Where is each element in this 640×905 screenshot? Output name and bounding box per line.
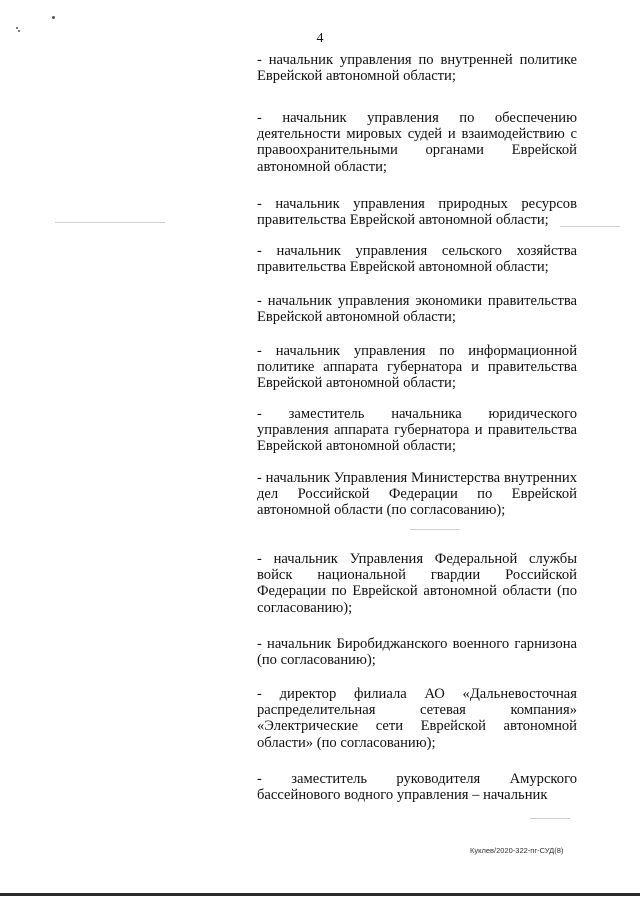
list-item: - начальник Управления Министерства внутренних дел Российской Федерации по Еврейской автономной области (по согласованию); <box>257 470 577 519</box>
list-item: - заместитель начальника юридического управления аппарата губернатора и правительства Еврейской автономной области; <box>257 406 577 455</box>
list-item: - начальник управления по внутренней политике Еврейской автономной области; <box>257 52 577 85</box>
bottom-scan-edge <box>0 893 640 896</box>
document-code: Куклев/2020-322-пг-СУД(8) <box>470 846 564 855</box>
scan-speck <box>52 16 55 19</box>
list-item: - начальник управления природных ресурсов правительства Еврейской автономной области; <box>257 196 577 229</box>
list-item: - заместитель руководителя Амурского бассейнового водного управления – начальник <box>257 771 577 804</box>
list-item: - начальник управления экономики правительства Еврейской автономной области; <box>257 293 577 326</box>
list-item: - начальник управления по обеспечению деятельности мировых судей и взаимодействию с правоохранительными органами Еврейской автономной области; <box>257 110 577 175</box>
scan-speck <box>16 27 18 29</box>
page-number: 4 <box>316 31 324 46</box>
list-item: - начальник управления сельского хозяйства правительства Еврейской автономной области; <box>257 243 577 276</box>
list-item: - начальник управления по информационной политике аппарата губернатора и правительства Еврейской автономной области; <box>257 343 577 392</box>
scan-speckle <box>560 226 620 227</box>
list-item: - начальник Управления Федеральной службы войск национальной гвардии Российской Федерации по Еврейской автономной области (по согласованию); <box>257 551 577 616</box>
scan-speckle <box>530 818 570 819</box>
list-item: - начальник Биробиджанского военного гарнизона (по согласованию); <box>257 636 577 669</box>
list-item: - директор филиала АО «Дальневосточная распределительная сетевая компания» «Электрические сети Еврейской автономной области» (по согласованию); <box>257 686 577 751</box>
scan-speckle <box>410 529 460 530</box>
scan-speckle <box>55 222 165 223</box>
